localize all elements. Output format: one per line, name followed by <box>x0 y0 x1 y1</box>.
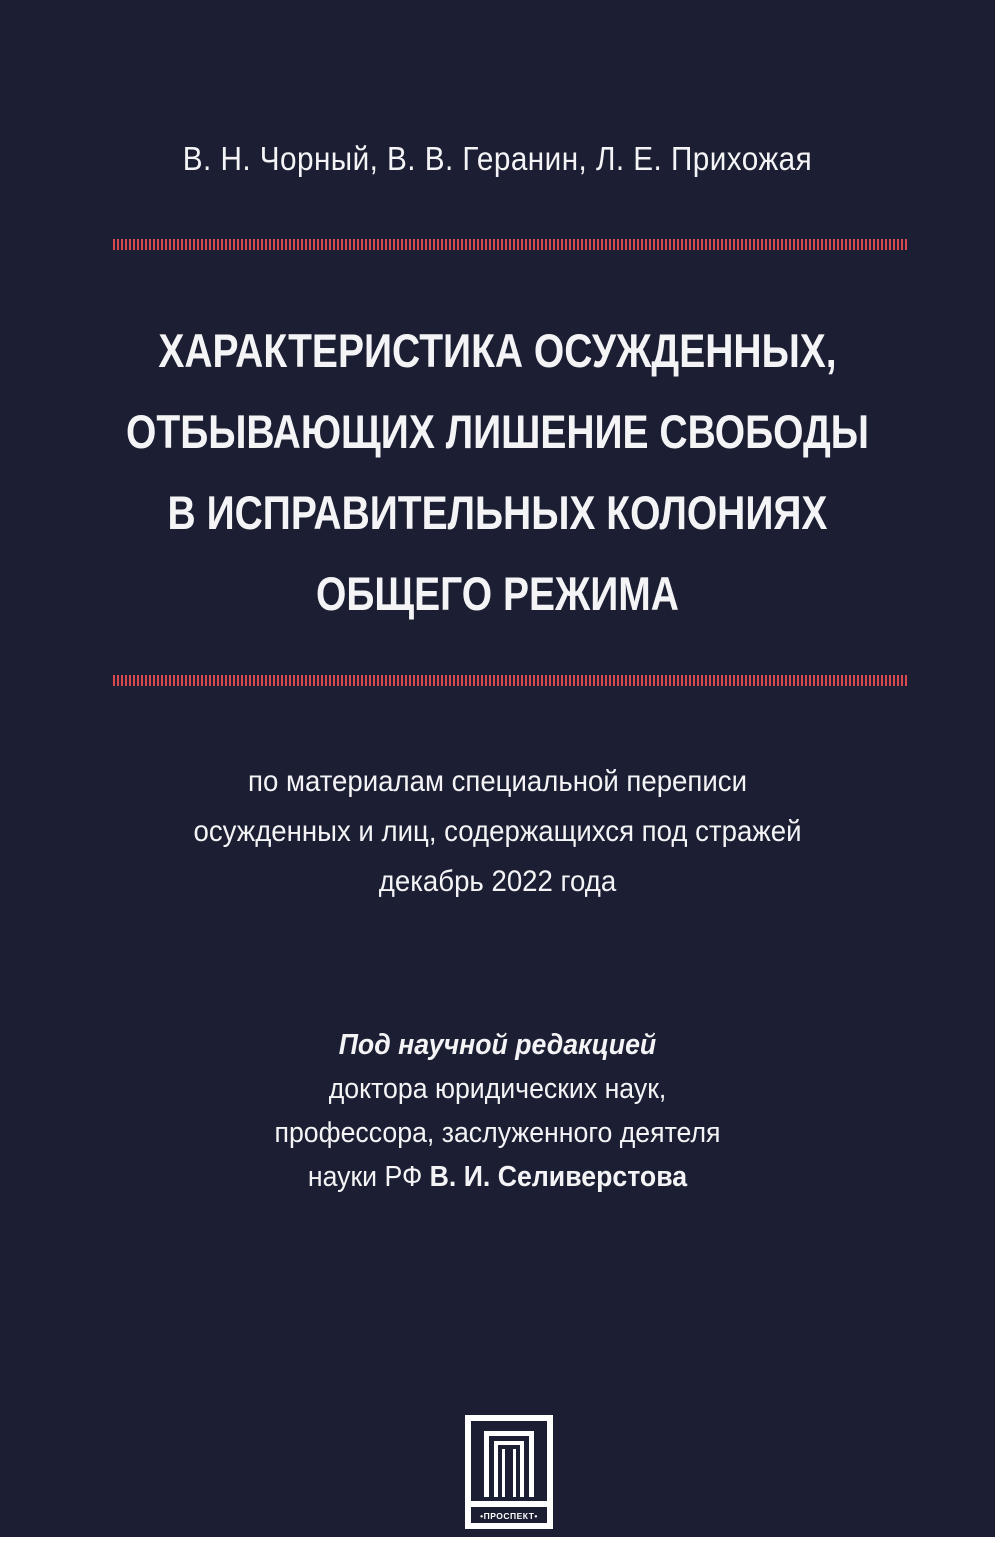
prospekt-building-logo-icon <box>465 1415 553 1529</box>
divider-top <box>113 239 908 250</box>
editor-line-name <box>40 1155 955 1199</box>
subtitle-line: декабрь 2022 года <box>378 865 617 898</box>
title-line: ОБЩЕГО РЕЖИМА <box>316 567 679 620</box>
subtitle-line: осужденных и лиц, содержащихся под стражей <box>193 815 802 848</box>
title-line: ХАРАКТЕРИСТИКА ОСУЖДЕННЫХ, <box>158 324 837 377</box>
publisher-logo-text: •ПРОСПЕКТ• <box>480 1511 538 1521</box>
editor-name: В. И. Селиверстова <box>429 1161 688 1193</box>
publisher-logo <box>465 1415 553 1529</box>
title-line: ОТБЫВАЮЩИХ ЛИШЕНИЕ СВОБОДЫ <box>126 405 869 458</box>
book-title <box>0 310 995 634</box>
authors: В. Н. Чорный, В. В. Геранин, Л. Е. Прихожая <box>182 140 813 177</box>
editor-heading: Под научной редакцией <box>338 1029 657 1061</box>
editor-line-prefix: науки РФ <box>307 1161 423 1193</box>
editor-line: профессора, заслуженного деятеля <box>274 1117 721 1149</box>
editor-line: доктора юридических наук, <box>328 1073 667 1105</box>
subtitle <box>0 757 995 907</box>
subtitle-line: по материалам специальной переписи <box>248 765 747 798</box>
divider-bottom <box>113 675 908 686</box>
editor-block <box>0 1023 995 1199</box>
title-line: В ИСПРАВИТЕЛЬНЫХ КОЛОНИЯХ <box>167 486 828 539</box>
